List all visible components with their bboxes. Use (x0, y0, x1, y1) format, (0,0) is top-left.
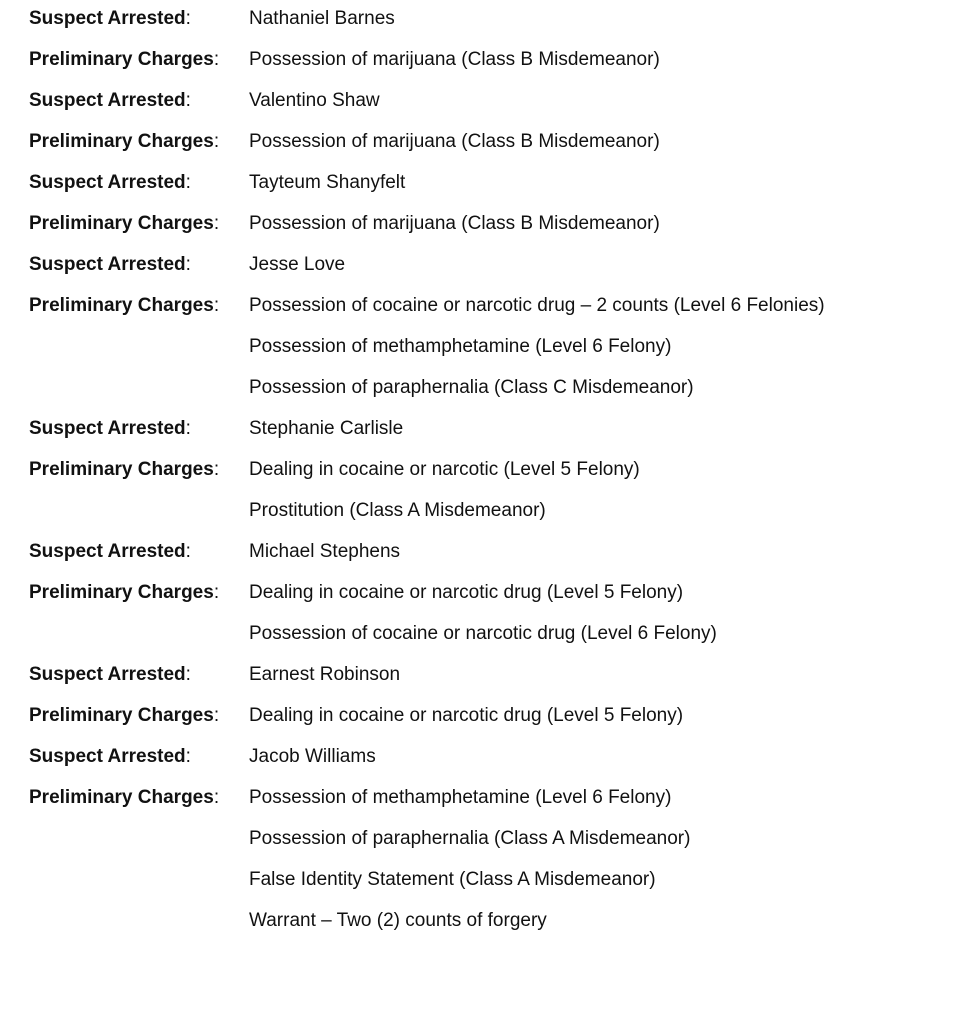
field-label-colon: : (213, 705, 220, 726)
field-label (29, 902, 249, 943)
suspect-row (29, 410, 939, 451)
charge-text: Prostitution (Class A Misdemeanor) (249, 500, 546, 521)
charge-text: Dealing in cocaine or narcotic (Level 5 Felony) (249, 459, 640, 480)
field-label (29, 533, 249, 574)
suspect-name: Tayteum Shanyfelt (249, 172, 406, 193)
field-label (29, 41, 249, 82)
field-label (29, 451, 249, 492)
charge-text: Possession of methamphetamine (Level 6 Felony) (249, 787, 672, 808)
field-label (29, 738, 249, 779)
charge-text: Possession of cocaine or narcotic drug – 2 counts (Level 6 Felonies) (249, 295, 825, 316)
suspect-name: Earnest Robinson (249, 664, 401, 685)
field-label-text: Preliminary Charges (29, 582, 214, 603)
field-label (29, 123, 249, 164)
field-label (29, 492, 249, 533)
charge-continuation-row (29, 328, 939, 369)
field-label-text: Suspect Arrested (29, 8, 186, 29)
arrest-report (29, 0, 939, 943)
field-label-text: Preliminary Charges (29, 787, 214, 808)
suspect-name: Jacob Williams (249, 746, 376, 767)
field-label (29, 779, 249, 820)
charges-row (29, 123, 939, 164)
charges-row (29, 451, 939, 492)
charges-row (29, 205, 939, 246)
field-label (29, 820, 249, 861)
field-label-colon: : (213, 582, 220, 603)
field-label-text: Suspect Arrested (29, 664, 186, 685)
field-label (29, 164, 249, 205)
charge-continuation-row (29, 369, 939, 410)
field-label (29, 246, 249, 287)
field-label-colon: : (185, 664, 191, 685)
field-label (29, 861, 249, 902)
charge-text: Dealing in cocaine or narcotic drug (Level 5 Felony) (249, 582, 684, 603)
charge-text: Possession of marijuana (Class B Misdemeanor) (249, 131, 660, 152)
charge-continuation-row (29, 861, 939, 902)
field-label-colon: : (185, 746, 191, 767)
field-label (29, 574, 249, 615)
field-label (29, 697, 249, 738)
charge-continuation-row (29, 902, 939, 943)
charges-row (29, 574, 939, 615)
field-label-text: Suspect Arrested (29, 172, 186, 193)
suspect-name: Michael Stephens (249, 541, 401, 562)
suspect-row (29, 82, 939, 123)
field-label-colon: : (185, 418, 191, 439)
suspect-row (29, 164, 939, 205)
field-label-text: Preliminary Charges (29, 49, 214, 70)
field-label (29, 205, 249, 246)
suspect-row (29, 533, 939, 574)
charge-text: Dealing in cocaine or narcotic drug (Level 5 Felony) (249, 705, 684, 726)
charge-continuation-row (29, 492, 939, 533)
suspect-name: Valentino Shaw (249, 90, 380, 111)
field-label-text: Preliminary Charges (29, 459, 214, 480)
charge-text: False Identity Statement (Class A Misdemeanor) (249, 869, 656, 890)
field-label-text: Suspect Arrested (29, 541, 186, 562)
charge-text: Possession of cocaine or narcotic drug (Level 6 Felony) (249, 623, 717, 644)
field-label-colon: : (185, 8, 191, 29)
field-label-text: Preliminary Charges (29, 213, 214, 234)
field-label-colon: : (185, 541, 191, 562)
field-label-colon: : (185, 172, 191, 193)
field-label-colon: : (213, 787, 220, 808)
field-label-text: Preliminary Charges (29, 705, 214, 726)
charge-continuation-row (29, 820, 939, 861)
charge-text: Possession of methamphetamine (Level 6 Felony) (249, 336, 672, 357)
charge-continuation-row (29, 615, 939, 656)
suspect-name: Jesse Love (249, 254, 346, 275)
field-label (29, 82, 249, 123)
suspect-row (29, 656, 939, 697)
suspect-row (29, 246, 939, 287)
charges-row (29, 41, 939, 82)
field-label-text: Suspect Arrested (29, 254, 186, 275)
charge-text: Possession of marijuana (Class B Misdemeanor) (249, 213, 660, 234)
field-label-text: Preliminary Charges (29, 295, 214, 316)
field-label (29, 328, 249, 369)
charges-row (29, 779, 939, 820)
charge-text: Possession of marijuana (Class B Misdemeanor) (249, 49, 660, 70)
field-label (29, 287, 249, 328)
field-label-colon: : (213, 131, 220, 152)
charges-row (29, 287, 939, 328)
field-label-colon: : (213, 459, 220, 480)
field-label-text: Suspect Arrested (29, 418, 186, 439)
field-label-colon: : (185, 90, 191, 111)
suspect-row (29, 738, 939, 779)
suspect-name: Stephanie Carlisle (249, 418, 404, 439)
charges-row (29, 697, 939, 738)
suspect-name: Nathaniel Barnes (249, 8, 395, 29)
charge-text: Possession of paraphernalia (Class C Misdemeanor) (249, 377, 694, 398)
field-label-text: Preliminary Charges (29, 131, 214, 152)
field-label (29, 410, 249, 451)
charge-text: Possession of paraphernalia (Class A Misdemeanor) (249, 828, 691, 849)
field-label (29, 656, 249, 697)
suspect-row (29, 0, 939, 41)
field-label (29, 369, 249, 410)
field-label (29, 0, 249, 41)
field-label (29, 615, 249, 656)
field-label-text: Suspect Arrested (29, 90, 186, 111)
field-label-colon: : (213, 295, 220, 316)
field-label-colon: : (185, 254, 191, 275)
field-label-colon: : (213, 213, 220, 234)
field-label-text: Suspect Arrested (29, 746, 186, 767)
field-label-colon: : (213, 49, 220, 70)
charge-text: Warrant – Two (2) counts of forgery (249, 910, 547, 931)
